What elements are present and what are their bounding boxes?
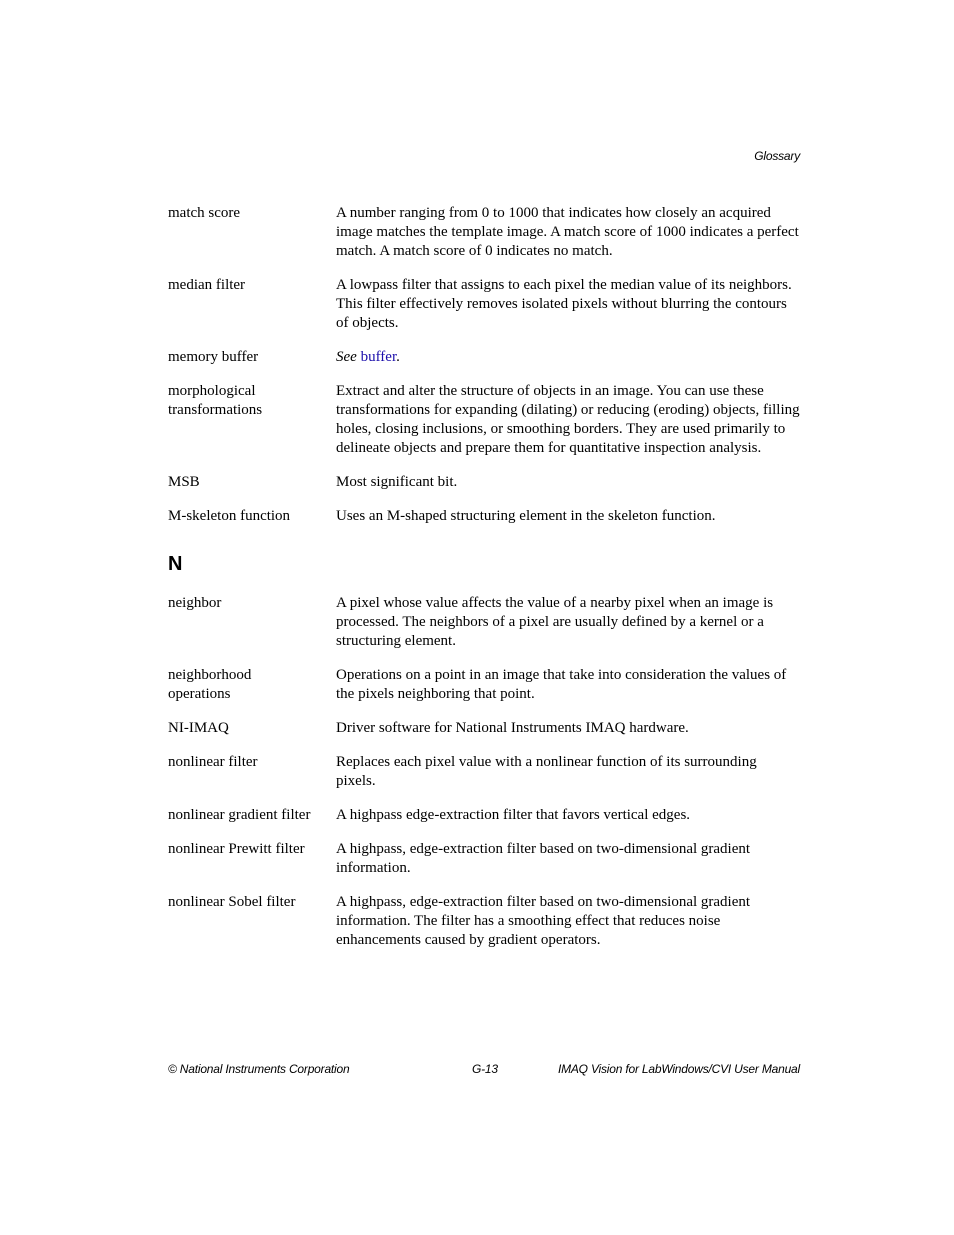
glossary-entry: [168, 204, 800, 261]
glossary-definition: A highpass edge-extraction filter that favors vertical edges.: [336, 807, 691, 823]
glossary-term: memory buffer: [168, 349, 259, 365]
footer-manual-title: IMAQ Vision for LabWindows/CVI User Manual: [557, 1062, 800, 1076]
glossary-definition: Extract and alter the structure of objects in an image. You can use these transformations for expanding (dilating) or reducing (eroding) objects, filling holes, closing inclusions, or smoothing borders. They are used primarily to delineate objects and prepare them for quantitative inspection analysis.: [336, 383, 800, 456]
see-label: See: [336, 349, 357, 365]
glossary-term: NI-IMAQ: [168, 720, 229, 736]
glossary-definition: A highpass, edge-extraction filter based on two-dimensional gradient information.: [336, 841, 751, 876]
glossary-entry: [168, 840, 800, 878]
glossary-definition: A lowpass filter that assigns to each pixel the median value of its neighbors. This filter effectively removes isolated pixels without blurring the contours of objects.: [336, 277, 792, 331]
glossary-entry: [168, 594, 800, 651]
glossary-definition: A pixel whose value affects the value of a nearby pixel when an image is processed. The neighbors of a pixel are usually defined by a kernel or a structuring element.: [336, 595, 774, 649]
footer-page-number: G-13: [472, 1062, 498, 1076]
glossary-definition: Uses an M-shaped structuring element in the skeleton function.: [336, 508, 716, 524]
glossary-term: match score: [168, 205, 241, 221]
buffer-cross-reference-link[interactable]: buffer: [360, 349, 397, 365]
glossary-entry: [168, 806, 800, 825]
glossary-list: [168, 204, 800, 965]
footer-copyright: © National Instruments Corporation: [168, 1062, 350, 1076]
glossary-term: nonlinear Prewitt filter: [168, 841, 305, 857]
glossary-entry: [168, 276, 800, 333]
glossary-definition: Most significant bit.: [336, 474, 458, 490]
glossary-term: median filter: [168, 277, 246, 293]
glossary-definition: Replaces each pixel value with a nonlinear function of its surrounding pixels.: [336, 754, 757, 789]
glossary-term: nonlinear gradient filter: [168, 807, 311, 823]
glossary-entry: [168, 753, 800, 791]
running-header: Glossary: [754, 149, 800, 163]
glossary-term: MSB: [168, 474, 200, 490]
glossary-term: neighborhood operations: [168, 667, 252, 702]
glossary-entry: [168, 719, 800, 738]
glossary-definition: A highpass, edge-extraction filter based on two-dimensional gradient information. The filter has a smoothing effect that reduces noise enhancements caused by gradient operators.: [336, 894, 751, 948]
glossary-entry: [168, 507, 800, 526]
glossary-definition: Driver software for National Instruments IMAQ hardware.: [336, 720, 689, 736]
glossary-definition: Operations on a point in an image that take into consideration the values of the pixels neighboring that point.: [336, 667, 787, 702]
section-heading-n: N: [168, 553, 183, 575]
glossary-term: M-skeleton function: [168, 508, 291, 524]
definition-punctuation: .: [396, 349, 400, 365]
glossary-definition: [336, 348, 800, 367]
glossary-entry: [168, 348, 800, 367]
glossary-definition: A number ranging from 0 to 1000 that indicates how closely an acquired image matches the template image. A match score of 1000 indicates a perfect match. A match score of 0 indicates no match.: [336, 205, 799, 259]
glossary-term: neighbor: [168, 595, 222, 611]
glossary-term: nonlinear filter: [168, 754, 258, 770]
glossary-entry: [168, 666, 800, 704]
glossary-term: morphological transformations: [168, 383, 263, 418]
glossary-entry: [168, 382, 800, 458]
glossary-term: nonlinear Sobel filter: [168, 894, 296, 910]
glossary-entry: [168, 893, 800, 950]
glossary-entry: [168, 473, 800, 492]
